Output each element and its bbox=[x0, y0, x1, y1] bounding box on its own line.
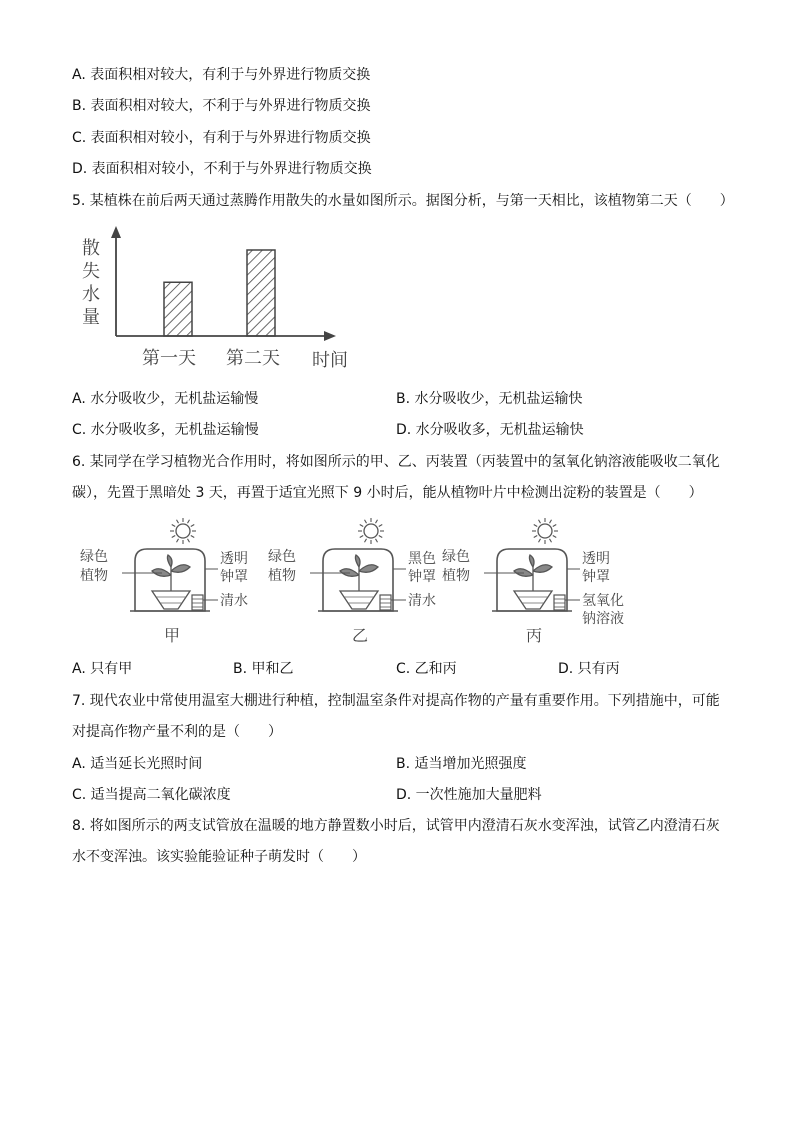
apparatus-0 bbox=[80, 513, 265, 653]
sun-icon bbox=[532, 518, 558, 544]
left-label: 绿色 bbox=[268, 549, 296, 565]
q6-option-a: A. 只有甲 bbox=[72, 661, 133, 677]
q7-stem-line2: 对提高作物产量不利的是（ ） bbox=[72, 724, 282, 740]
q6-option-b: B. 甲和乙 bbox=[233, 661, 294, 677]
y-axis-arrow-icon bbox=[111, 226, 121, 238]
y-label-char: 量 bbox=[82, 307, 100, 328]
q6-option-d: D. 只有丙 bbox=[558, 661, 620, 677]
y-label-char: 失 bbox=[82, 261, 100, 282]
apparatus-name: 乙 bbox=[352, 626, 369, 645]
x-tick-label: 第一天 bbox=[142, 348, 196, 369]
q4-option-c: C. 表面积相对较小，有利于与外界进行物质交换 bbox=[72, 130, 371, 146]
right-label: 钟罩 bbox=[408, 569, 436, 585]
q4-option-b: B. 表面积相对较大，不利于与外界进行物质交换 bbox=[72, 98, 371, 114]
q5-option-c: C. 水分吸收多，无机盐运输慢 bbox=[72, 422, 259, 438]
beaker bbox=[380, 595, 391, 610]
q6-stem-line2: 碳），先置于黑暗处 3 天，再置于适宜光照下 9 小时后，能从植物叶片中检测出淀粉的装置是（ ） bbox=[72, 485, 703, 501]
q4-option-d: D. 表面积相对较小，不利于与外界进行物质交换 bbox=[72, 161, 372, 177]
q7-stem-line1: 7. 现代农业中常使用温室大棚进行种植，控制温室条件对提高作物的产量有重要作用。下列措施中，可能 bbox=[72, 693, 720, 709]
left-label: 绿色 bbox=[80, 549, 108, 565]
y-label-char: 水 bbox=[82, 284, 100, 305]
left-label: 植物 bbox=[268, 568, 296, 584]
pot-icon bbox=[152, 591, 190, 609]
y-label-char: 散 bbox=[82, 238, 100, 259]
q7-option-a: A. 适当延长光照时间 bbox=[72, 756, 203, 772]
q6-option-c: C. 乙和丙 bbox=[396, 661, 457, 677]
q6-apparatus-figure bbox=[80, 513, 640, 653]
q5-option-a: A. 水分吸收少，无机盐运输慢 bbox=[72, 391, 259, 407]
bar-day-two bbox=[247, 250, 275, 336]
beaker bbox=[192, 595, 203, 610]
liquid-label: 清水 bbox=[408, 593, 436, 609]
apparatus-2 bbox=[442, 513, 627, 653]
q5-option-d: D. 水分吸收多，无机盐运输快 bbox=[396, 422, 584, 438]
right-label: 钟罩 bbox=[582, 569, 610, 585]
apparatus-name: 甲 bbox=[164, 626, 181, 645]
right-label: 透明 bbox=[582, 551, 610, 567]
q8-stem-line1: 8. 将如图所示的两支试管放在温暖的地方静置数小时后，试管甲内澄清石灰水变浑浊，试管乙内澄清石灰 bbox=[72, 818, 720, 834]
sun-icon bbox=[170, 518, 196, 544]
left-label: 植物 bbox=[442, 568, 470, 584]
q4-option-a: A. 表面积相对较大，有利于与外界进行物质交换 bbox=[72, 67, 371, 83]
right-label: 透明 bbox=[220, 551, 248, 567]
right-label: 黑色 bbox=[408, 551, 436, 567]
bar-day-one bbox=[164, 282, 192, 336]
apparatus-name: 丙 bbox=[526, 626, 543, 645]
x-tick-label: 第二天 bbox=[226, 348, 280, 369]
q8-stem-line2: 水不变浑浊。该实验能验证种子萌发时（ ） bbox=[72, 849, 366, 865]
liquid-label: 清水 bbox=[220, 593, 248, 609]
left-label: 绿色 bbox=[442, 549, 470, 565]
q5-option-b: B. 水分吸收少，无机盐运输快 bbox=[396, 391, 583, 407]
left-label: 植物 bbox=[80, 568, 108, 584]
right-label: 钟罩 bbox=[220, 569, 248, 585]
x-axis-label: 时间 bbox=[312, 350, 348, 371]
apparatus-1 bbox=[268, 513, 453, 653]
q7-option-d: D. 一次性施加大量肥料 bbox=[396, 787, 542, 803]
q5-stem: 5. 某植株在前后两天通过蒸腾作用散失的水量如图所示。据图分析，与第一天相比，该植物第二天（ ） bbox=[72, 193, 734, 209]
q6-stem-line1: 6. 某同学在学习植物光合作用时，将如图所示的甲、乙、丙装置（丙装置中的氢氧化钠溶液能吸收二氧化 bbox=[72, 454, 720, 470]
sun-icon bbox=[358, 518, 384, 544]
pot-icon bbox=[340, 591, 378, 609]
q7-option-c: C. 适当提高二氧化碳浓度 bbox=[72, 787, 231, 803]
liquid-label: 氢氧化 bbox=[582, 593, 624, 609]
liquid-label: 钠溶液 bbox=[582, 611, 624, 627]
q5-bar-chart bbox=[80, 224, 380, 379]
x-axis-arrow-icon bbox=[324, 331, 336, 341]
pot-icon bbox=[514, 591, 552, 609]
beaker bbox=[554, 595, 565, 610]
q7-option-b: B. 适当增加光照强度 bbox=[396, 756, 527, 772]
